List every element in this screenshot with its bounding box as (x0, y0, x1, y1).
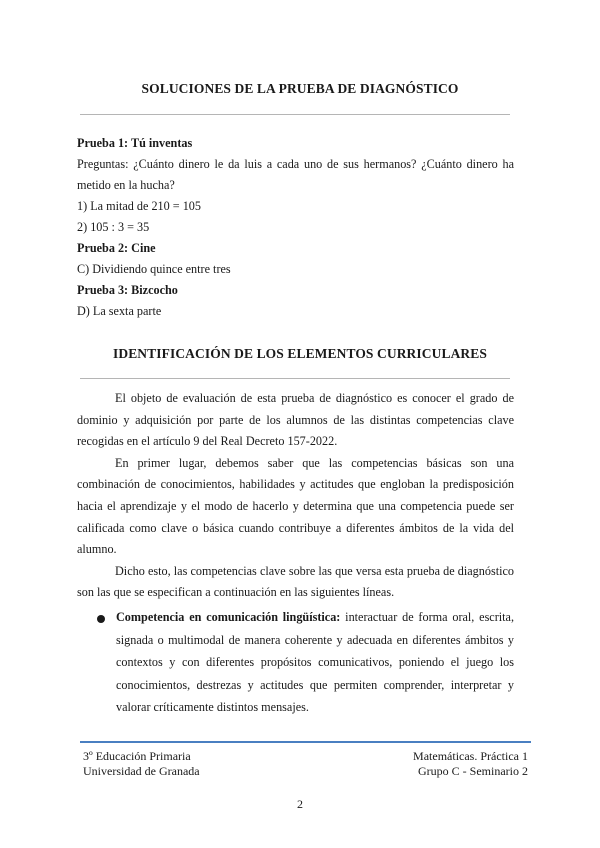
page-number: 2 (297, 797, 303, 811)
bullet-item (116, 606, 514, 719)
body-text (77, 388, 514, 604)
prueba1-answer2: 2) 105 : 3 = 35 (77, 220, 150, 234)
prueba2-answer: C) Dividiendo quince entre tres (77, 262, 231, 276)
heading-soluciones: SOLUCIONES DE LA PRUEBA DE DIAGNÓSTICO (141, 81, 459, 96)
prueba3-title: Prueba 3: Bizcocho (77, 283, 178, 297)
prueba1-question-line1: Preguntas: ¿Cuánto dinero le da luis a cada uno de sus hermanos? ¿Cuánto dinero ha (77, 157, 514, 171)
heading-divider (80, 378, 510, 379)
paragraph: El objeto de evaluación de esta prueba de diagnóstico es conocer el grado de dominio y adquisición por parte de los alumnos de las distintas competencias clave recogidas en el artículo 9 del Real Decreto 157-2022. (77, 391, 514, 449)
bullet-dot (97, 615, 105, 623)
paragraph: Dicho esto, las competencias clave sobre las que versa esta prueba de diagnóstico son las que se especifican a continuación en las siguientes líneas. (77, 563, 514, 600)
footer-university: Universidad de Granada (83, 764, 200, 778)
footer-group: Grupo C - Seminario 2 (418, 764, 528, 778)
bullet-term: Competencia en comunicación lingüística: (116, 610, 341, 624)
heading-divider (80, 114, 510, 115)
prueba1-title: Prueba 1: Tú inventas (77, 136, 193, 150)
footer-subject: Matemáticas. Práctica 1 (413, 749, 528, 763)
prueba2-title: Prueba 2: Cine (77, 241, 156, 255)
footer-divider (80, 741, 531, 743)
footer-course: 3º Educación Primaria (83, 749, 191, 763)
bullet-description: interactuar de forma oral, escrita, signada o multimodal de manera coherente y adecuada en diferentes ámbitos y contextos y con diferentes propósitos comunicativos, poniendo el juego los conocimientos, destrezas y actitudes que permiten comprender, interpretar y valorar críticamente distintos mensajes. (116, 610, 515, 714)
paragraph: En primer lugar, debemos saber que las competencias básicas son una combinación de conocimientos, habilidades y actitudes que engloban la predisposición hacia el aprendizaje y el modo de hacerlo y determina que una competencia puede ser calificada como clave o básica cuando contribuye a diferentes ámbitos de la vida del alumno. (77, 455, 514, 557)
prueba3-answer: D) La sexta parte (77, 304, 162, 318)
heading-identificacion: IDENTIFICACIÓN DE LOS ELEMENTOS CURRICULARES (113, 346, 487, 361)
prueba1-answer1: 1) La mitad de 210 = 105 (77, 199, 201, 213)
prueba1-question-line2: metido en la hucha? (77, 178, 175, 192)
